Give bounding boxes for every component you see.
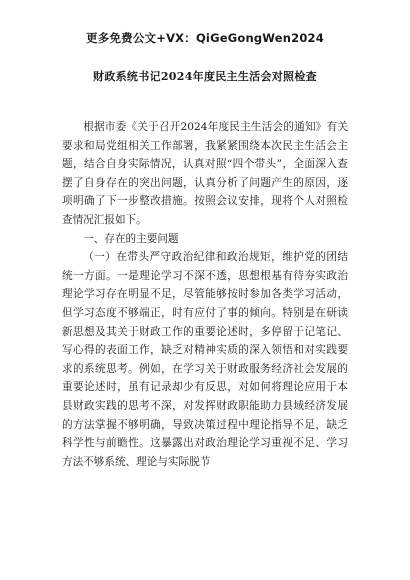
intro-paragraph: 根据市委《关于召开2024年度民主生活会的通知》有关要求和局党组相关工作部署，我紧紧围绕本次民主生活会主题，结合自身实际情况，认真对照“四个带头”，全面深入查摆了自身存在的突出问题，认真分析了问题产生的原因，逐项明确了下一步整改措施。按照会议安排，现将个人对照检查情况汇报如下。 xyxy=(62,121,348,226)
document-title: 财政系统书记2024年度民主生活会对照检查 xyxy=(93,70,317,83)
section-heading: 一、存在的主要问题 xyxy=(83,232,179,245)
subsection-paragraph: （一）在带头严守政治纪律和政治规矩，维护党的团结统一方面。一是理论学习不深不透，思想根基有待夯实政治理论学习存在明显不足，尽管能够按时参加各类学习活动，但学习态度不够端正，时有应付了事的倾向。特别是在研读新思想及其关于财政工作的重要论述时，多停留于记笔记、写心得的表面工作，缺乏对精神实质的深入领悟和对实践要求的系统思考。例如，在学习关于财政服务经济社会发展的重要论述时，虽有记录却少有反思，对如何将理论应用于本县财政实践的思考不深，对发挥财政职能助力县域经济发展的方法掌握不够明确，导致决策过程中理论指导不足，缺乏科学性与前瞻性。这暴露出对政治理论学习重视不足、学习方法不够系统、理论与实际脱节 xyxy=(62,251,348,468)
document-body xyxy=(62,118,348,471)
promo-banner: 更多免费公文+VX：QiGeGongWen2024 xyxy=(86,31,324,45)
